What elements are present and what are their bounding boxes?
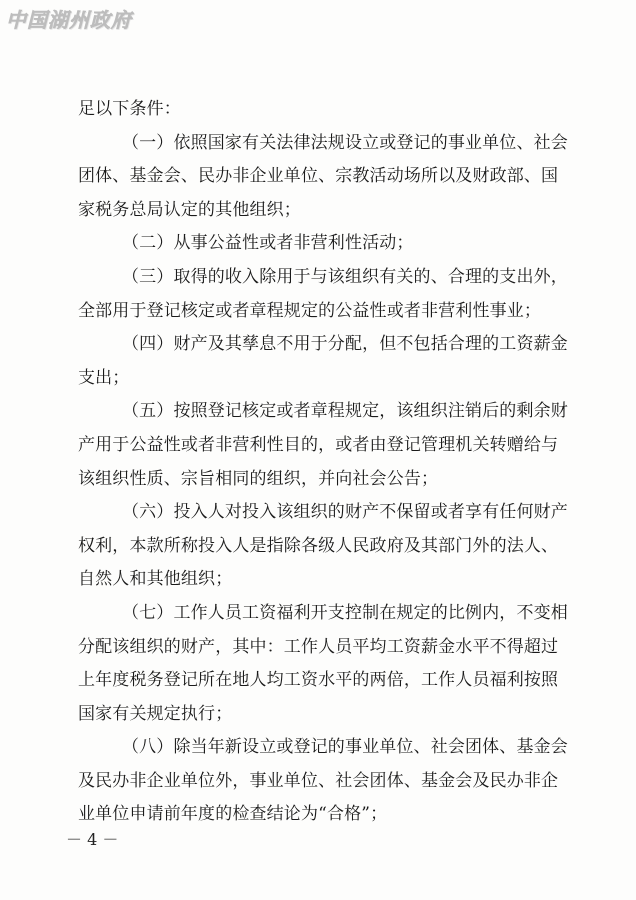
text-line: 及民办非企业单位外，事业单位、社会团体、基金会及民办非企 — [78, 770, 559, 791]
text-line: 该组织性质、宗旨相同的组织，并向社会公告； — [78, 468, 439, 489]
page-number: － 4 － — [66, 830, 119, 849]
text-line: 家税务总局认定的其他组织； — [78, 199, 301, 220]
text-line: 团体、基金会、民办非企业单位、宗教活动场所以及财政部、国 — [78, 166, 559, 187]
text-line: 权利，本款所称投入人是指除各级人民政府及其部门外的法人、 — [78, 535, 559, 556]
text-line: 国家有关规定执行； — [78, 703, 233, 724]
text-line: （四）财产及其孳息不用于分配，但不包括合理的工资薪金 — [122, 334, 568, 355]
text-line: （三）取得的收入除用于与该组织有关的、合理的支出外， — [122, 266, 568, 287]
text-line: （一）依照国家有关法律法规设立或登记的事业单位、社会 — [122, 132, 568, 153]
site-watermark: 中国湖州政府 — [6, 8, 132, 32]
text-line: 自然人和其他组织； — [78, 569, 233, 590]
text-line: （七）工作人员工资福利开支控制在规定的比例内，不变相 — [122, 602, 568, 623]
text-line: （五）按照登记核定或者章程规定，该组织注销后的剩余财 — [122, 401, 568, 422]
text-line: 产用于公益性或者非营利性目的，或者由登记管理机关转赠给与 — [78, 434, 559, 455]
text-line: （八）除当年新设立或登记的事业单位、社会团体、基金会 — [122, 737, 568, 758]
text-line: （二）从事公益性或者非营利性活动； — [122, 233, 414, 254]
text-line: 支出； — [78, 367, 130, 388]
text-line: 分配该组织的财产，其中：工作人员平均工资薪金水平不得超过 — [78, 636, 559, 657]
text-line: 上年度税务登记所在地人均工资水平的两倍，工作人员福利按照 — [78, 670, 559, 691]
text-line: 足以下条件： — [78, 99, 181, 119]
text-line: 业单位申请前年度的检查结论为“合格”； — [78, 804, 388, 825]
text-line: 全部用于登记核定或者章程规定的公益性或者非营利性事业； — [78, 300, 542, 321]
document-body — [78, 93, 578, 832]
text-line: （六）投入人对投入该组织的财产不保留或者享有任何财产 — [122, 502, 568, 523]
